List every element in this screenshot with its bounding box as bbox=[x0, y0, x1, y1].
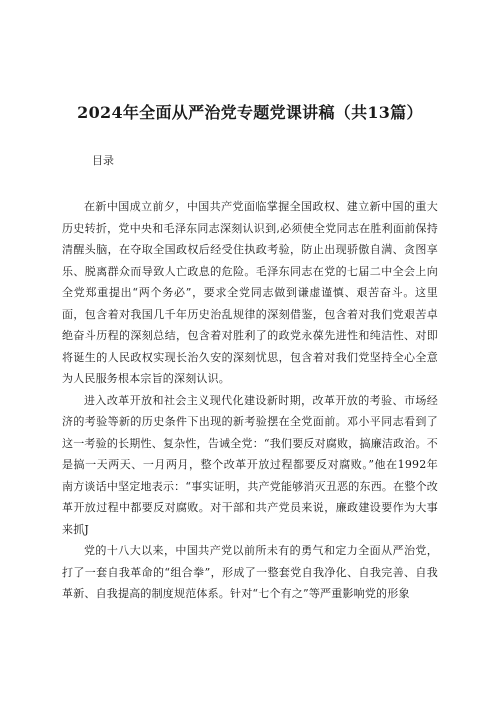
paragraph-1: 在新中国成立前夕，中国共产党面临掌握全国政权、建立新中国的重大历史转折，党中央和毛泽东同志深刻认识到,必须使全党同志在胜利面前保持清醒头脑，在夺取全国政权后经受住执政考验，防止出现骄傲自满、贪图享乐、脱离群众而导致人亡政息的危险。毛泽东同志在党的七届二中全会上向全党郑重提出“两个务必”，要求全党同志做到谦虚谨慎、艰苦奋斗。这里面，包含着对我国几千年历史治乱规律的深刻借鉴，包含着对我们党艰苦卓绝奋斗历程的深刻总结，包含着对胜利了的政党永葆先进性和纯洁性、对即将诞生的人民政权实现长治久安的深刻忧思，包含着对我们党坚持全心全意为人民服务根本宗旨的深刻认识。 bbox=[62, 200, 438, 385]
document-body bbox=[62, 196, 438, 605]
paragraph-3: 党的十八大以来，中国共产党以前所未有的勇气和定力全面从严治党，打了一套自我革命的“组合拳”，形成了一整套党自我净化、自我完善、自我革新、自我提高的制度规范体系。针对“七个有之”等严重影响党的形象 bbox=[62, 544, 438, 600]
paragraph-2: 进入改革开放和社会主义现代化建设新时期，改革开放的考验、市场经济的考验等新的历史条件下出现的新考验摆在全党面前。邓小平同志看到了这一考验的长期性、复杂性，告诫全党：“我们要反对腐败，搞廉洁政治。不是搞一天两天、一月两月，整个改革开放过程都要反对腐败。”他在1992年南方谈话中坚定地表示：“事实证明，共产党能够消灭丑恶的东西。在整个改革开放过程中都要反对腐败。对干部和共产党员来说，廉政建设要作为大事来抓J bbox=[62, 393, 438, 536]
document-title: 2024年全面从严治党专题党课讲稿（共13篇） bbox=[77, 103, 423, 122]
table-of-contents-label: 目录 bbox=[92, 154, 114, 167]
